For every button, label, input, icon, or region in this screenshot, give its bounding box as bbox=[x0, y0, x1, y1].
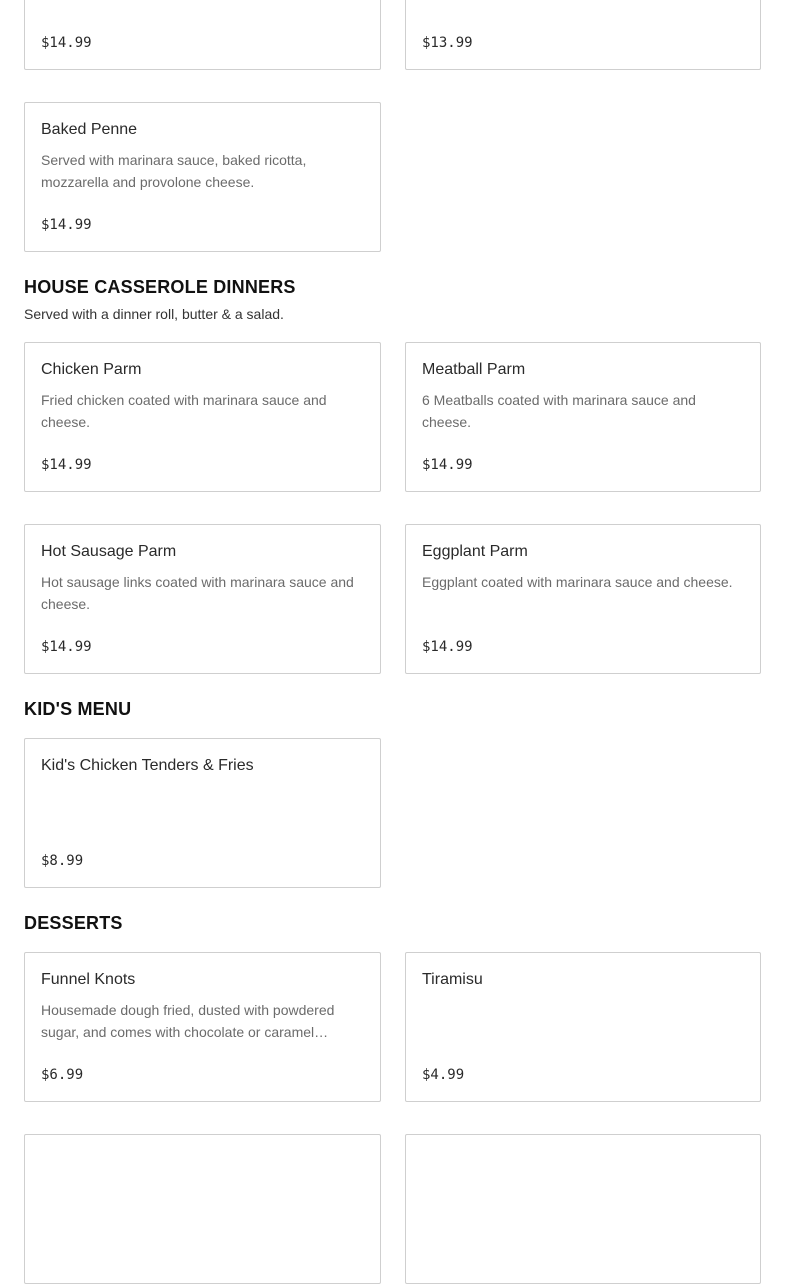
menu-item-eggplant-parm[interactable] bbox=[405, 524, 761, 674]
item-price: $14.99 bbox=[41, 217, 92, 233]
item-description: Fried chicken coated with marinara sauce and cheese. bbox=[41, 392, 327, 430]
menu-item-card[interactable] bbox=[405, 1134, 761, 1284]
menu-item-card[interactable] bbox=[24, 1134, 381, 1284]
item-description: Eggplant coated with marinara sauce and cheese. bbox=[422, 574, 733, 590]
item-description: Hot sausage links coated with marinara sauce and cheese. bbox=[41, 574, 354, 612]
section-subtitle: Served with a dinner roll, butter & a salad. bbox=[24, 306, 284, 322]
item-price: $6.99 bbox=[41, 1067, 84, 1083]
item-name: Eggplant Parm bbox=[422, 543, 528, 560]
section-title-desserts: DESSERTS bbox=[24, 913, 123, 933]
menu-item-chicken-parm[interactable] bbox=[24, 342, 381, 492]
menu-item-funnel-knots[interactable] bbox=[24, 952, 381, 1102]
item-price: $14.99 bbox=[422, 639, 473, 655]
item-name: Kid's Chicken Tenders & Fries bbox=[41, 757, 254, 774]
item-name: Tiramisu bbox=[422, 971, 483, 988]
menu-item-hot-sausage-parm[interactable] bbox=[24, 524, 381, 674]
menu-item-baked-penne[interactable] bbox=[24, 102, 381, 252]
item-description: Served with marinara sauce, baked ricotta, mozzarella and provolone cheese. bbox=[41, 152, 307, 190]
item-name: Funnel Knots bbox=[41, 971, 136, 988]
menu-item-card[interactable] bbox=[405, 0, 761, 70]
section-title-kids-menu: KID'S MENU bbox=[24, 699, 132, 719]
item-price: $14.99 bbox=[422, 457, 473, 473]
item-name: Baked Penne bbox=[41, 121, 138, 138]
item-name: Hot Sausage Parm bbox=[41, 543, 177, 560]
menu-item-kids-chicken-tenders[interactable] bbox=[24, 738, 381, 888]
item-price: $13.99 bbox=[422, 35, 473, 51]
item-description: 6 Meatballs coated with marinara sauce and cheese. bbox=[422, 392, 696, 430]
item-price: $14.99 bbox=[41, 639, 92, 655]
item-description: Housemade dough fried, dusted with powdered sugar, and comes with chocolate or caramel… bbox=[41, 1002, 335, 1040]
item-price: $4.99 bbox=[422, 1067, 465, 1083]
menu-item-tiramisu[interactable] bbox=[405, 952, 761, 1102]
item-price: $8.99 bbox=[41, 853, 84, 869]
item-price: $14.99 bbox=[41, 35, 92, 51]
item-price: $14.99 bbox=[41, 457, 92, 473]
section-title-house-casserole: HOUSE CASSEROLE DINNERS bbox=[24, 277, 296, 297]
item-name: Chicken Parm bbox=[41, 361, 142, 378]
item-name: Meatball Parm bbox=[422, 361, 526, 378]
menu-item-meatball-parm[interactable] bbox=[405, 342, 761, 492]
menu-item-card[interactable] bbox=[24, 0, 381, 70]
